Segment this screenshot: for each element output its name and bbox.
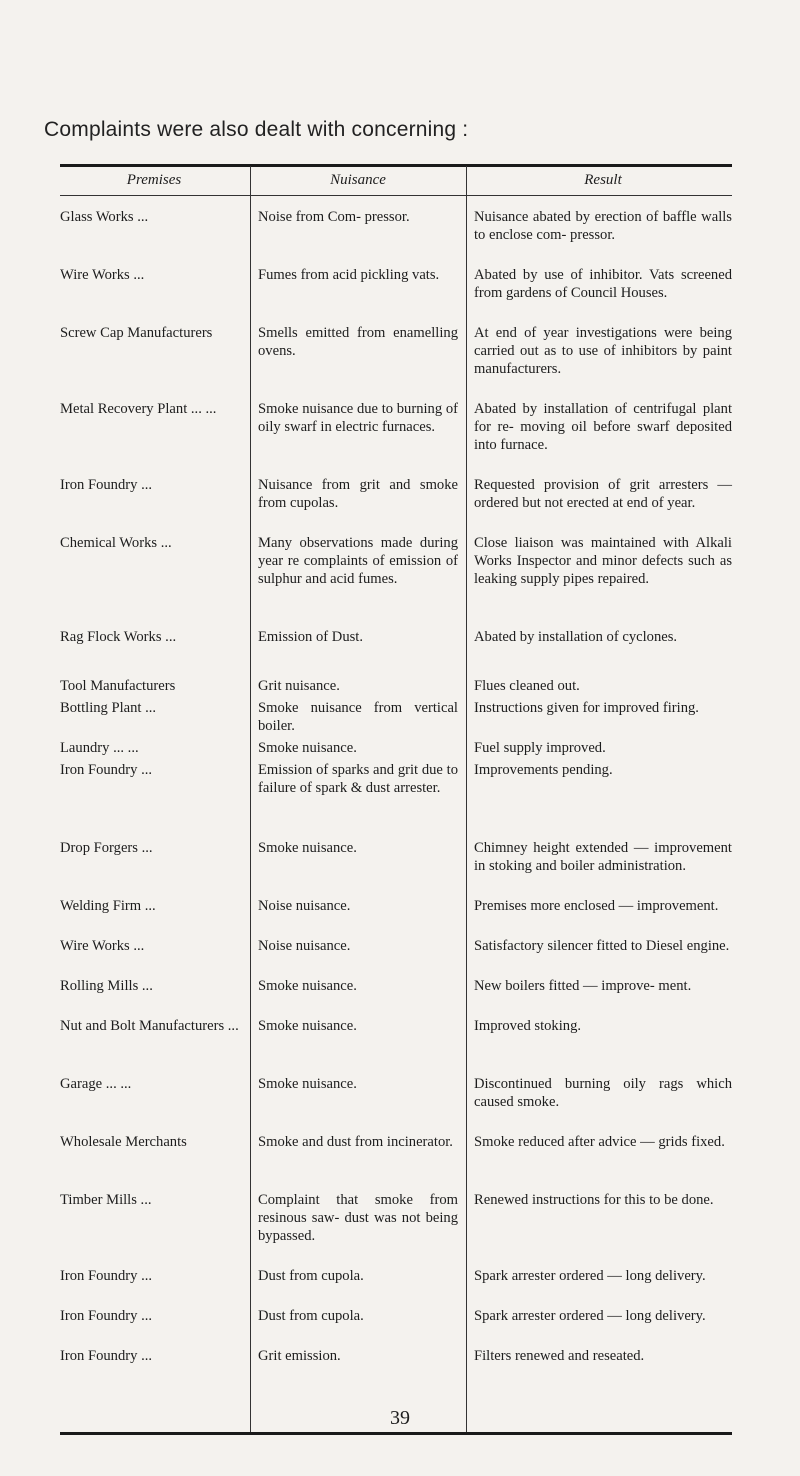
premises-cell: Tool Manufacturers xyxy=(60,678,176,694)
nuisance-cell: Smoke nuisance. xyxy=(258,978,357,994)
column-header-nuisance: Nuisance xyxy=(330,172,386,188)
premises-cell: Laundry ... ... xyxy=(60,740,139,756)
result-cell: Filters renewed and reseated. xyxy=(474,1348,645,1364)
nuisance-cell: Noise nuisance. xyxy=(258,898,351,914)
result-cell: Abated by installation of centrifugal plant for re- moving oil before swarf deposited into furnace. xyxy=(474,401,732,453)
premises-cell: Rolling Mills ... xyxy=(60,978,153,994)
premises-cell: Bottling Plant ... xyxy=(60,700,157,716)
result-cell: Flues cleaned out. xyxy=(474,678,580,694)
nuisance-cell: Smells emitted from enamelling ovens. xyxy=(258,325,458,359)
result-cell: Satisfactory silencer fitted to Diesel engine. xyxy=(474,938,730,954)
result-cell: Close liaison was maintained with Alkali Works Inspector and minor defects such as leaking supply pipes repaired. xyxy=(474,535,732,587)
result-cell: Instructions given for improved firing. xyxy=(474,700,699,716)
premises-cell: Screw Cap Manufacturers xyxy=(60,325,213,341)
nuisance-cell: Smoke nuisance due to burning of oily swarf in electric furnaces. xyxy=(258,401,458,435)
nuisance-cell: Many observations made during year re complaints of emission of sulphur and acid fumes. xyxy=(258,535,458,587)
table-top-rule xyxy=(60,164,732,167)
header-divider-rule xyxy=(60,195,732,196)
nuisance-cell: Noise nuisance. xyxy=(258,938,351,954)
premises-cell: Iron Foundry ... xyxy=(60,477,153,493)
table-bottom-rule xyxy=(60,1432,732,1435)
nuisance-cell: Smoke nuisance from vertical boiler. xyxy=(258,700,458,734)
result-cell: Spark arrester ordered — long delivery. xyxy=(474,1308,706,1324)
premises-cell: Glass Works ... xyxy=(60,209,149,225)
column-divider-2 xyxy=(466,166,467,1432)
result-cell: Improvements pending. xyxy=(474,762,613,778)
result-cell: Renewed instructions for this to be done. xyxy=(474,1192,714,1208)
nuisance-cell: Smoke and dust from incinerator. xyxy=(258,1134,453,1150)
nuisance-cell: Smoke nuisance. xyxy=(258,840,357,856)
premises-cell: Iron Foundry ... xyxy=(60,1308,153,1324)
result-cell: Smoke reduced after advice — grids fixed. xyxy=(474,1134,725,1150)
premises-cell: Wholesale Merchants xyxy=(60,1134,187,1150)
result-cell: Requested provision of grit arresters — ordered but not erected at end of year. xyxy=(474,477,732,511)
result-cell: Improved stoking. xyxy=(474,1018,582,1034)
premises-cell: Iron Foundry ... xyxy=(60,762,153,778)
premises-cell: Timber Mills ... xyxy=(60,1192,152,1208)
nuisance-cell: Fumes from acid pickling vats. xyxy=(258,267,440,283)
premises-cell: Welding Firm ... xyxy=(60,898,156,914)
column-header-result: Result xyxy=(584,172,622,188)
result-cell: Abated by use of inhibitor. Vats screened from gardens of Council Houses. xyxy=(474,267,732,301)
result-cell: Abated by installation of cyclones. xyxy=(474,629,678,645)
nuisance-cell: Emission of Dust. xyxy=(258,629,363,645)
result-cell: Premises more enclosed — improvement. xyxy=(474,898,719,914)
nuisance-cell: Emission of sparks and grit due to failure of spark & dust arrester. xyxy=(258,762,458,796)
nuisance-cell: Smoke nuisance. xyxy=(258,1018,357,1034)
nuisance-cell: Smoke nuisance. xyxy=(258,1076,357,1092)
nuisance-cell: Dust from cupola. xyxy=(258,1268,364,1284)
result-cell: Spark arrester ordered — long delivery. xyxy=(474,1268,706,1284)
nuisance-cell: Grit nuisance. xyxy=(258,678,340,694)
nuisance-cell: Smoke nuisance. xyxy=(258,740,357,756)
nuisance-cell: Dust from cupola. xyxy=(258,1308,364,1324)
column-header-premises: Premises xyxy=(126,172,182,188)
premises-cell: Metal Recovery Plant ... ... xyxy=(60,401,217,417)
premises-cell: Garage ... ... xyxy=(60,1076,132,1092)
column-divider-1 xyxy=(250,166,251,1432)
nuisance-cell: Noise from Com- pressor. xyxy=(258,209,410,225)
nuisance-cell: Grit emission. xyxy=(258,1348,341,1364)
premises-cell: Wire Works ... xyxy=(60,267,145,283)
page-heading: Complaints were also dealt with concerning : xyxy=(44,118,469,141)
premises-cell: Nut and Bolt Manufacturers ... xyxy=(60,1018,239,1034)
nuisance-cell: Complaint that smoke from resinous saw- dust was not being bypassed. xyxy=(258,1192,458,1244)
result-cell: Chimney height extended — improvement in stoking and boiler administration. xyxy=(474,840,732,874)
premises-cell: Drop Forgers ... xyxy=(60,840,153,856)
result-cell: Nuisance abated by erection of baffle walls to enclose com- pressor. xyxy=(474,209,732,243)
premises-cell: Iron Foundry ... xyxy=(60,1268,153,1284)
premises-cell: Wire Works ... xyxy=(60,938,145,954)
result-cell: Fuel supply improved. xyxy=(474,740,606,756)
result-cell: New boilers fitted — improve- ment. xyxy=(474,978,692,994)
premises-cell: Chemical Works ... xyxy=(60,535,172,551)
premises-cell: Rag Flock Works ... xyxy=(60,629,177,645)
page-number: 39 xyxy=(390,1407,410,1429)
premises-cell: Iron Foundry ... xyxy=(60,1348,153,1364)
result-cell: At end of year investigations were being carried out as to use of inhibitors by paint manufacturers. xyxy=(474,325,732,377)
result-cell: Discontinued burning oily rags which caused smoke. xyxy=(474,1076,732,1110)
nuisance-cell: Nuisance from grit and smoke from cupolas. xyxy=(258,477,458,511)
